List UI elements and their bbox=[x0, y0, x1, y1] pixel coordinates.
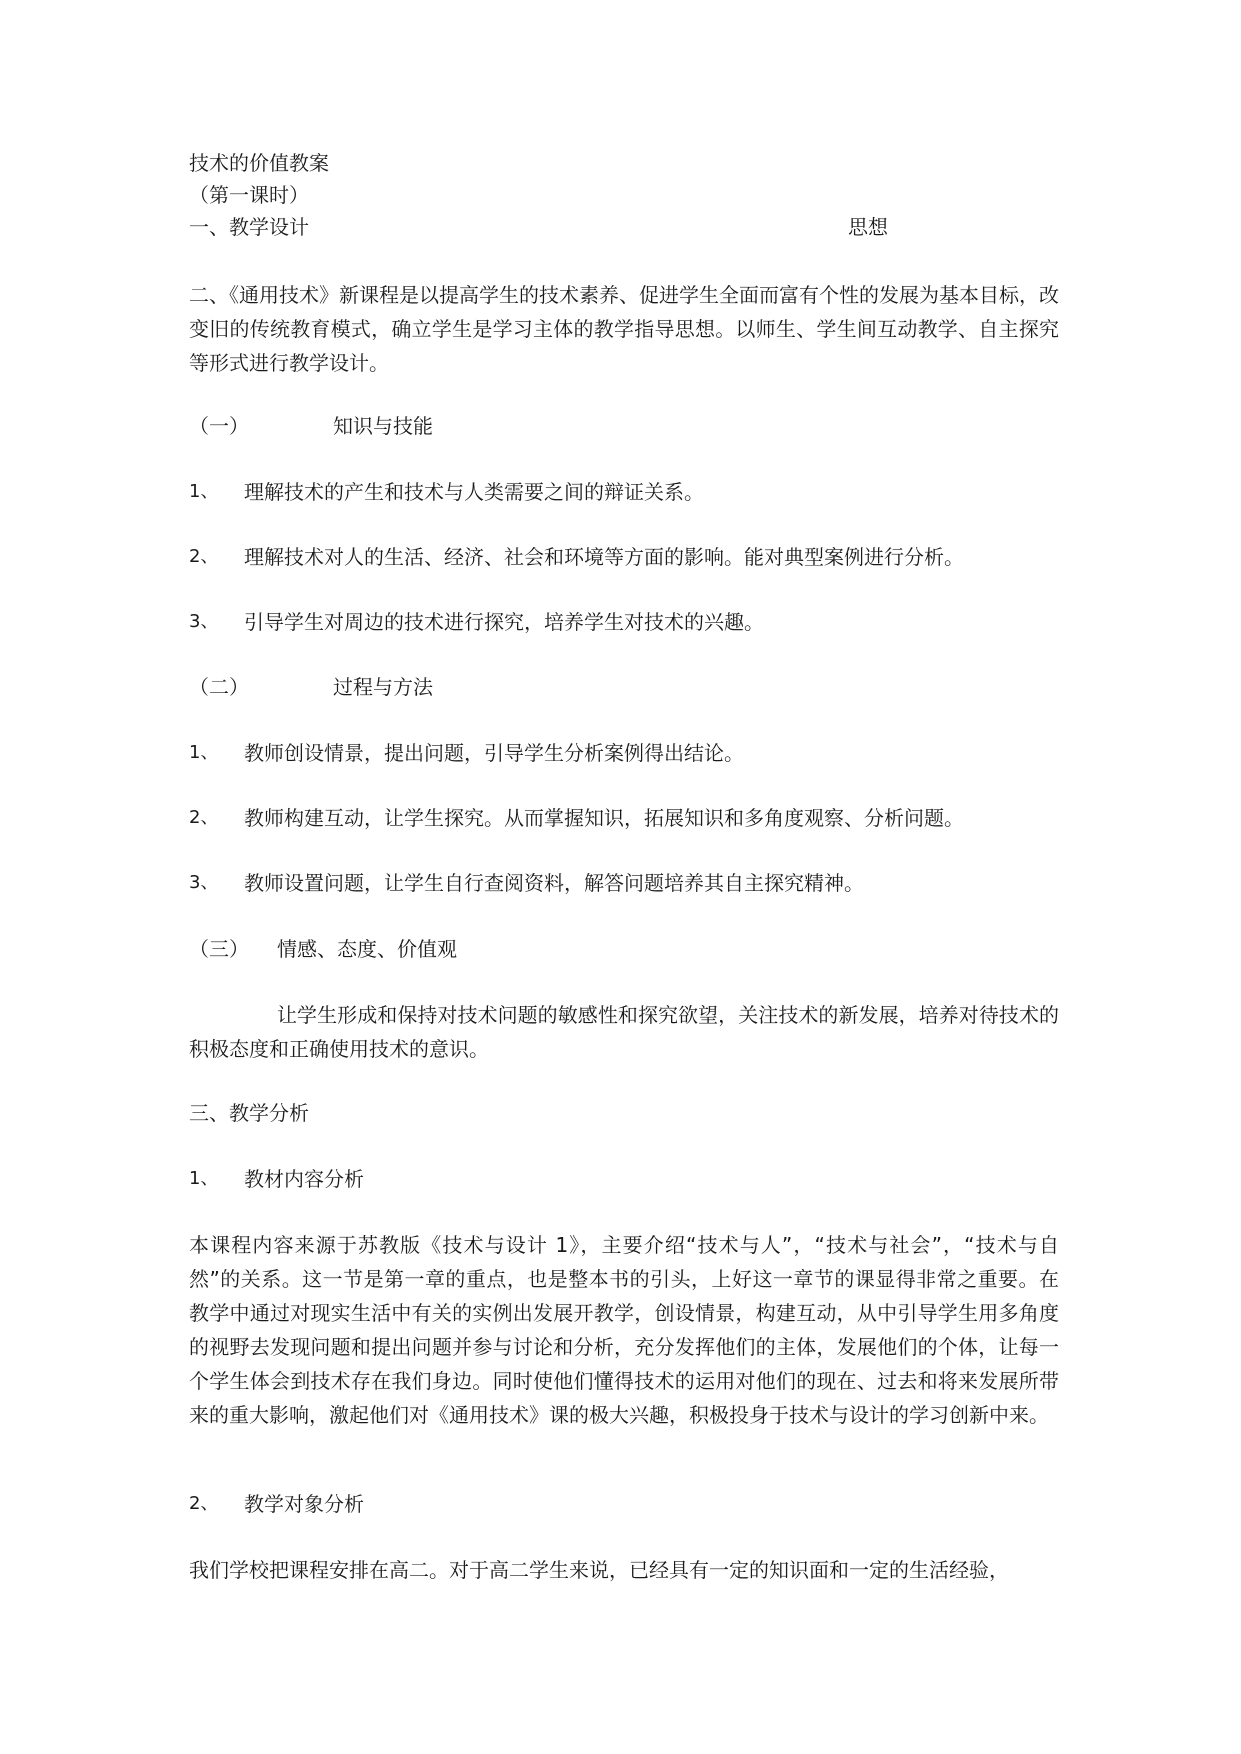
goal1-item-3-num: 3、 bbox=[189, 611, 219, 632]
goal1-mark: （一） bbox=[189, 414, 249, 438]
section3-sub1-num: 1、 bbox=[189, 1168, 219, 1189]
goal1-heading: 知识与技能 bbox=[333, 414, 433, 438]
goal2-item-2-text: 教师构建互动，让学生探究。从而掌握知识，拓展知识和多角度观察、分析问题。 bbox=[244, 806, 964, 830]
document-subtitle: （第一课时） bbox=[189, 183, 309, 207]
section3-sub2-heading: 教学对象分析 bbox=[244, 1492, 364, 1516]
section3-sub2-paragraph: 我们学校把课程安排在高二。对于高二学生来说，已经具有一定的知识面和一定的生活经验， bbox=[189, 1558, 1009, 1582]
goal1-item-3-text: 引导学生对周边的技术进行探究，培养学生对技术的兴趣。 bbox=[244, 610, 764, 634]
goal2-item-3-text: 教师设置问题，让学生自行查阅资料，解答问题培养其自主探究精神。 bbox=[244, 871, 864, 895]
goal2-heading: 过程与方法 bbox=[333, 675, 433, 699]
section3-sub1-heading: 教材内容分析 bbox=[244, 1167, 364, 1191]
section1-right-text: 思想 bbox=[848, 215, 888, 239]
section3-sub2-num: 2、 bbox=[189, 1493, 219, 1514]
goal1-item-1-num: 1、 bbox=[189, 481, 219, 502]
goal2-item-1-text: 教师创设情景，提出问题，引导学生分析案例得出结论。 bbox=[244, 741, 744, 765]
goal1-item-2-num: 2、 bbox=[189, 546, 219, 567]
goal2-item-3-num: 3、 bbox=[189, 872, 219, 893]
goal3-mark: （三） bbox=[189, 937, 249, 961]
section3-sub1-paragraph: 本课程内容来源于苏教版《技术与设计 1》，主要介绍“技术与人”，“技术与社会”，“技术与自然”的关系。这一节是第一章的重点，也是整本书的引头，上好这一章节的课显得非常之重要。在教学中通过对现实生活中有关的实例出发展开教学，创设情景，构建互动，从中引导学生用多角度的视野去发现问题和提出问题并参与讨论和分析，充分发挥他们的主体，发展他们的个体，让每一个学生体会到技术存在我们身边。同时使他们懂得技术的运用对他们的现在、过去和将来发展所带来的重大影响，激起他们对《通用技术》课的极大兴趣，积极投身于技术与设计的学习创新中来。 bbox=[189, 1233, 1059, 1427]
goal2-item-1-num: 1、 bbox=[189, 742, 219, 763]
goal3-heading: 情感、态度、价值观 bbox=[277, 937, 457, 961]
goal2-mark: （二） bbox=[189, 675, 249, 699]
goal1-item-2-text: 理解技术对人的生活、经济、社会和环境等方面的影响。能对典型案例进行分析。 bbox=[244, 545, 964, 569]
section3-heading: 三、教学分析 bbox=[189, 1101, 309, 1125]
section1-heading: 一、教学设计 bbox=[189, 215, 309, 239]
goal3-paragraph: 让学生形成和保持对技术问题的敏感性和探究欲望，关注技术的新发展，培养对待技术的积极态度和正确使用技术的意识。 bbox=[189, 1003, 1059, 1061]
document-title: 技术的价值教案 bbox=[189, 151, 329, 175]
section2-paragraph: 二、《通用技术》新课程是以提高学生的技术素养、促进学生全面而富有个性的发展为基本目标，改变旧的传统教育模式，确立学生是学习主体的教学指导思想。以师生、学生间互动教学、自主探究等形式进行教学设计。 bbox=[189, 283, 1059, 375]
goal2-item-2-num: 2、 bbox=[189, 807, 219, 828]
goal1-item-1-text: 理解技术的产生和技术与人类需要之间的辩证关系。 bbox=[244, 480, 704, 504]
